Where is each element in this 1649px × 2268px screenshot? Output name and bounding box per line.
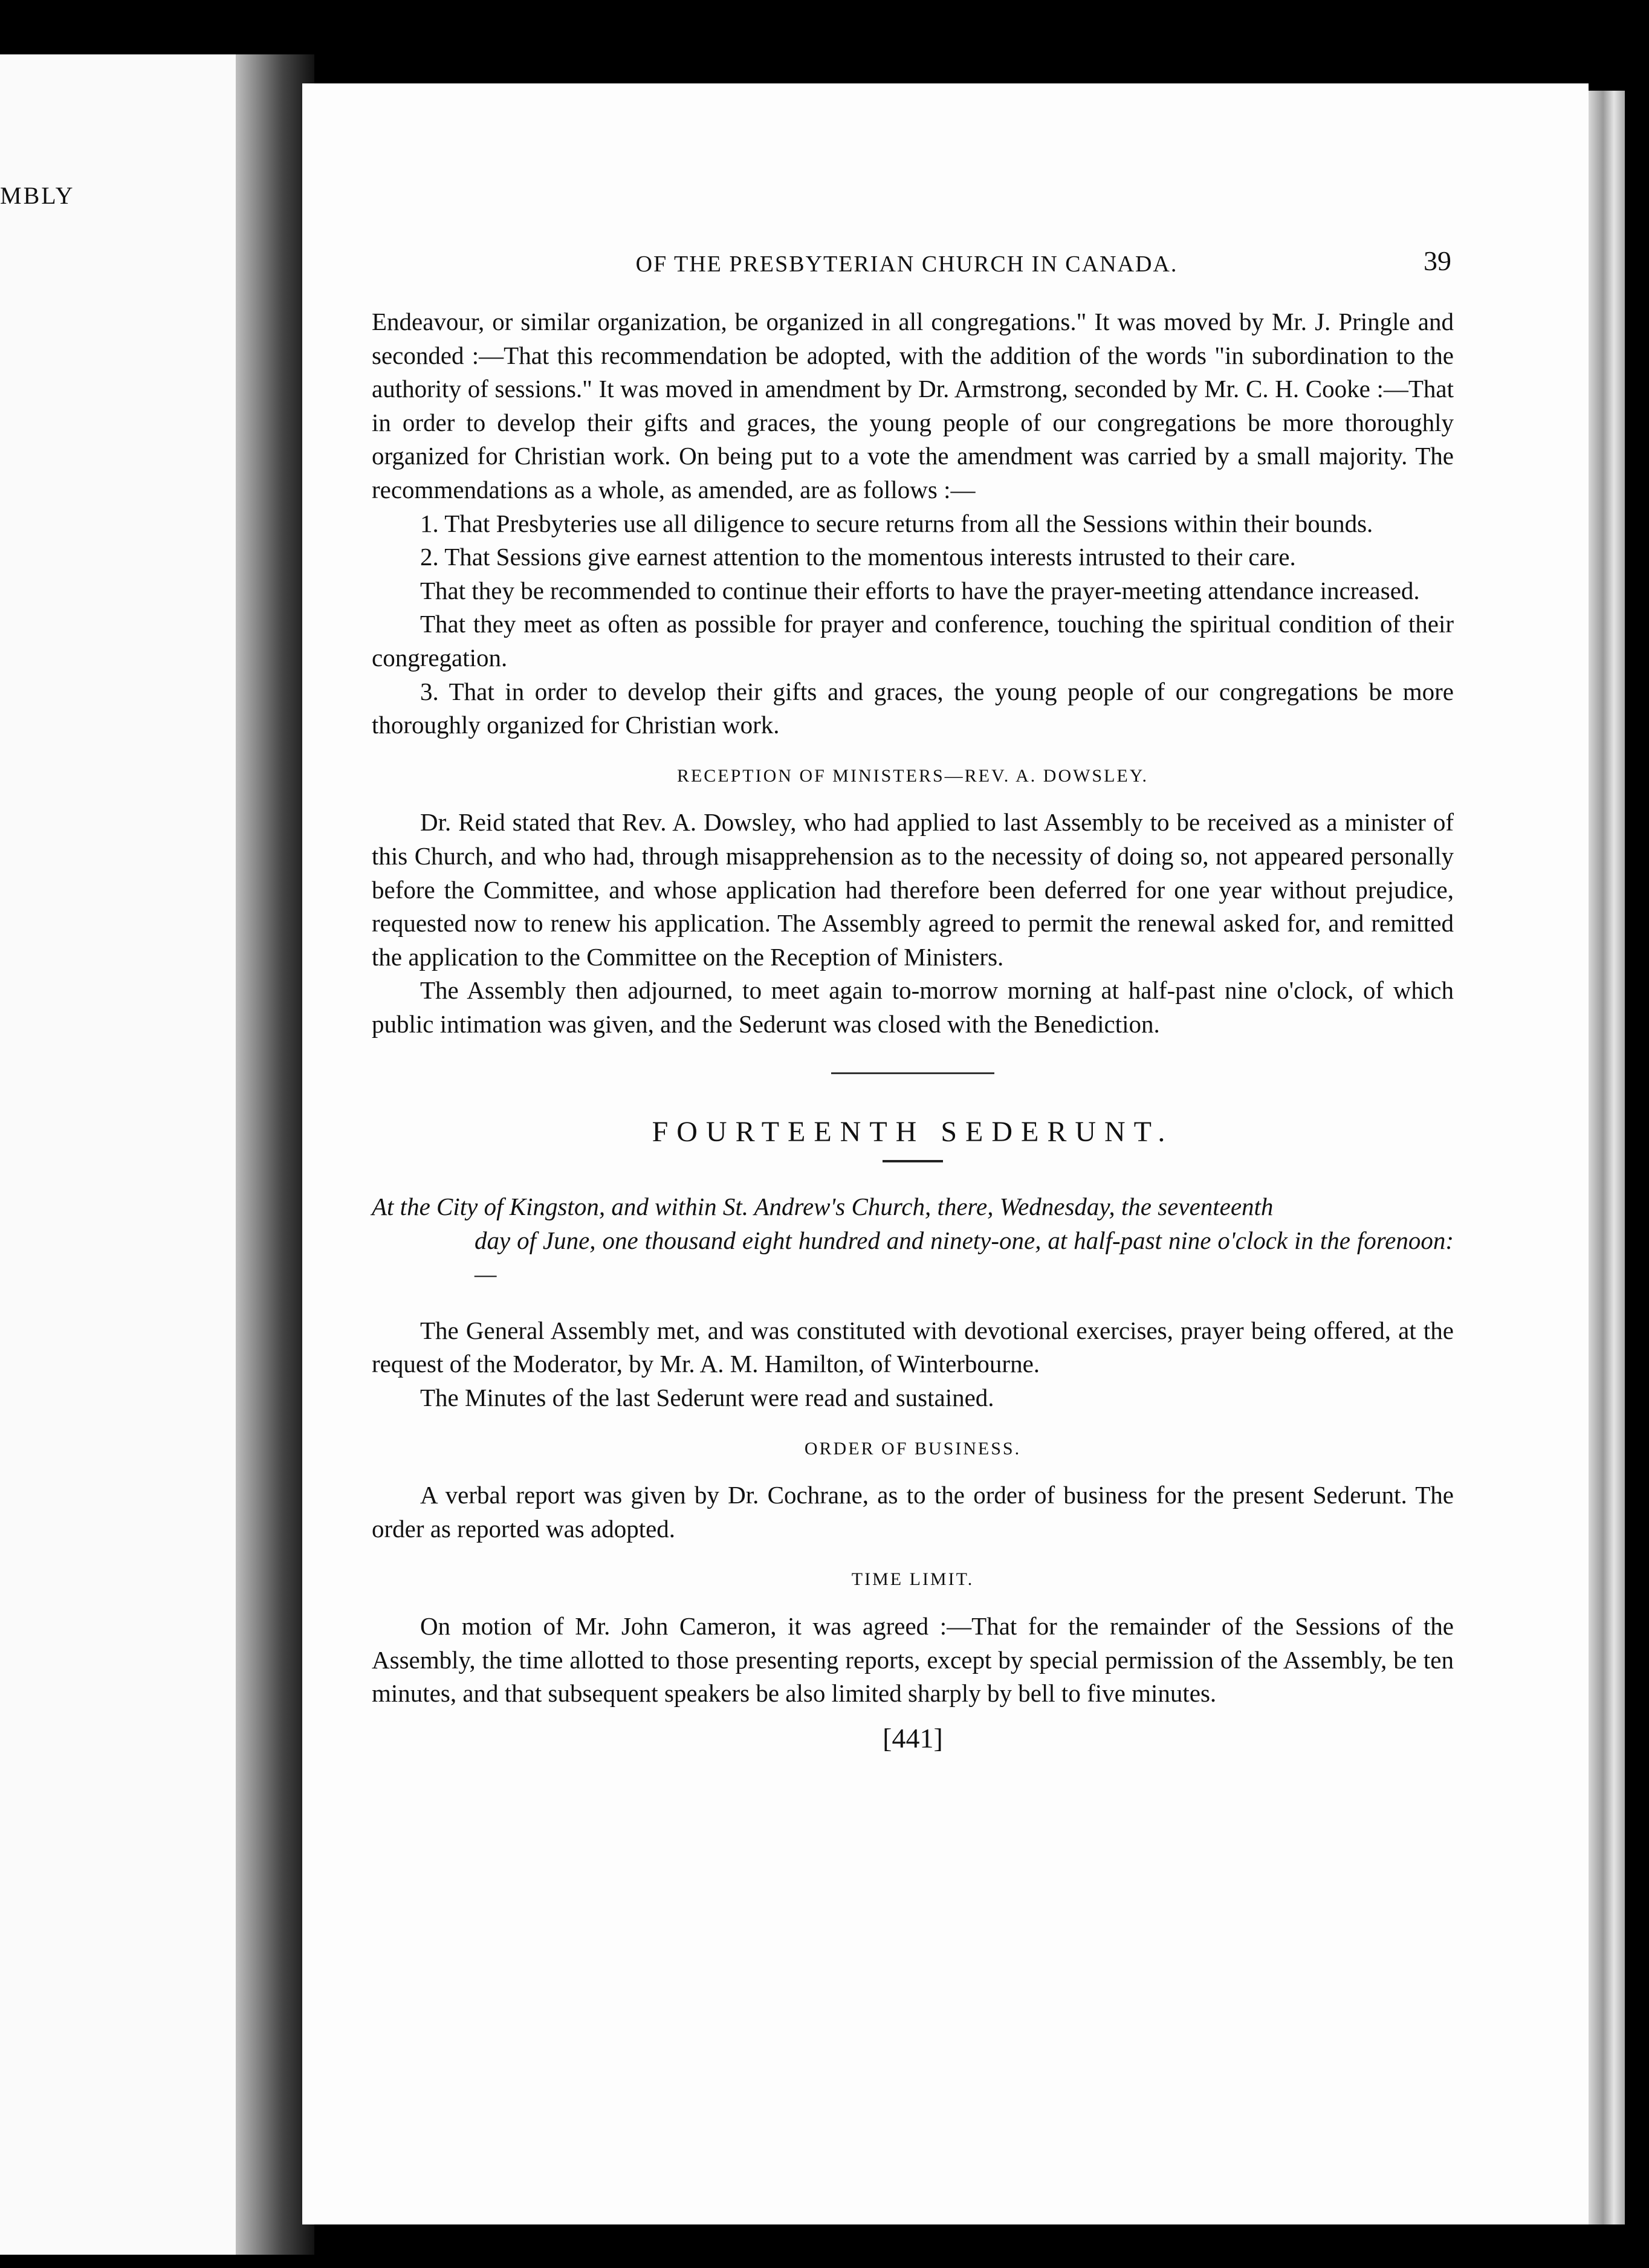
sederunt-intro-first: At the City of Kingston, and within St. Andrew's Church, there, Wednesday, the seventeenth: [372, 1193, 1274, 1221]
paragraph: That they be recommended to continue their efforts to have the prayer-meeting attendance increased.: [420, 576, 1420, 604]
paragraph: Endeavour, or similar organization, be organized in all congregations." It was moved by Mr. J. Pringle and seconded :—That this recommendation be adopted, with the addition of the words "in subordination to the authority of sessions." It was moved in amendment by Dr. Armstrong, seconded by Mr. C. H. Cooke :—That in order to develop their gifts and graces, the young people of our congregations be more thoroughly organized for Christian work. On being put to a vote the amendment was carried by a small majority. The recommendations as a whole, as amended, are as follows :—: [372, 308, 1454, 504]
paragraph: On motion of Mr. John Cameron, it was agreed :—That for the remainder of the Sessions of the Assembly, the time allotted to those presenting reports, except by special permission of the Assembly, be ten minutes, and that subsequent speakers be also limited sharply by bell to five minutes.: [372, 1612, 1454, 1708]
section-divider: [831, 1072, 994, 1074]
paragraph: The Minutes of the last Sederunt were read and sustained.: [420, 1384, 994, 1412]
paragraph: 2. That Sessions give earnest attention to the momentous interests intrusted to their care.: [420, 543, 1296, 571]
left-running-head: MBLY: [0, 182, 75, 209]
page-number: 39: [1424, 245, 1451, 276]
page-edge: [1589, 91, 1625, 2224]
paragraph: That they meet as often as possible for prayer and conference, touching the spiritual condition of their congregation.: [372, 610, 1454, 672]
paragraph: 3. That in order to develop their gifts and graces, the young people of our congregations be more thoroughly organized for Christian work.: [372, 677, 1454, 739]
paragraph: A verbal report was given by Dr. Cochrane, as to the order of business for the present Sederunt. The order as reported was adopted.: [372, 1481, 1454, 1543]
section-heading-reception: RECEPTION OF MINISTERS—REV. A. DOWSLEY.: [676, 765, 1149, 786]
folio-number: [441]: [883, 1722, 943, 1754]
page-body: [372, 305, 1454, 1755]
sederunt-intro: [372, 1190, 1454, 1291]
paragraph: The Assembly then adjourned, to meet again to-morrow morning at half-past nine o'clock, of which public intimation was given, and the Sederunt was closed with the Benediction.: [372, 976, 1454, 1038]
section-heading-order: ORDER OF BUSINESS.: [804, 1438, 1022, 1459]
section-heading-time-limit: TIME LIMIT.: [851, 1569, 974, 1590]
sederunt-title: FOURTEENTH SEDERUNT.: [652, 1116, 1174, 1149]
sederunt-intro-rest: day of June, one thousand eight hundred and ninety-one, at half-past nine o'clock in the forenoon:—: [475, 1226, 1454, 1288]
title-rule: [883, 1160, 943, 1162]
paragraph: The General Assembly met, and was constituted with devotional exercises, prayer being offered, at the request of the Moderator, by Mr. A. M. Hamilton, of Winterbourne.: [372, 1316, 1454, 1378]
left-page: [0, 54, 242, 2255]
running-head: [302, 251, 1511, 277]
running-head-text: OF THE PRESBYTERIAN CHURCH IN CANADA.: [635, 251, 1178, 277]
paragraph: Dr. Reid stated that Rev. A. Dowsley, who had applied to last Assembly to be received as a minister of this Church, and who had, through misapprehension as to the necessity of doing so, not appeared personally before the Committee, and whose application had therefore been deferred for one year without prejudice, requested now to renew his application. The Assembly agreed to permit the renewal asked for, and remitted the application to the Committee on the Reception of Ministers.: [372, 808, 1454, 971]
paragraph: 1. That Presbyteries use all diligence to secure returns from all the Sessions within their bounds.: [420, 509, 1373, 537]
